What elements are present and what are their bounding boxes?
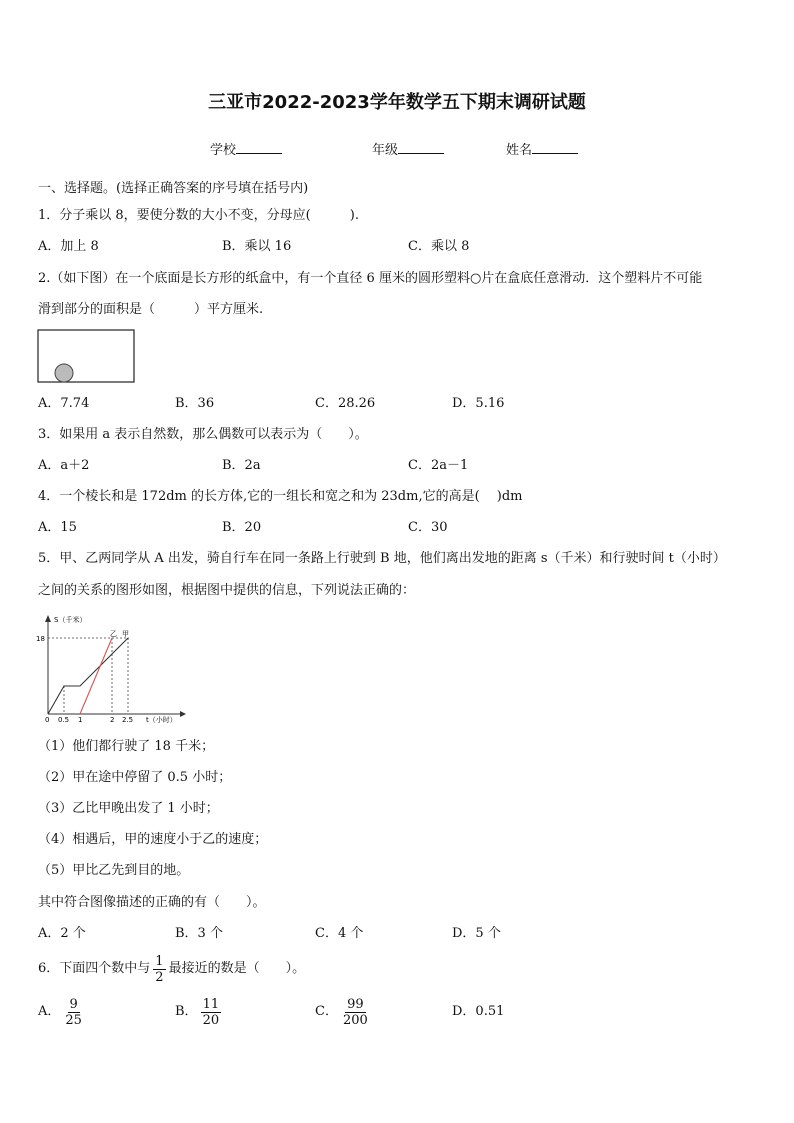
school-field (210, 141, 282, 160)
frac-numerator: 11 (202, 996, 220, 1012)
q6-option-a-label: A． (38, 1004, 61, 1019)
q6-half-fraction (153, 954, 165, 985)
x-tick-0: 0 (45, 716, 50, 724)
statement-2: （2）甲在途中停留了 0.5 小时； (38, 770, 232, 785)
frac-denominator: 20 (202, 1012, 220, 1028)
q3-option-b: B．2a (222, 458, 261, 473)
q6-prefix: 6．下面四个数中与 (38, 961, 151, 976)
q6-suffix: 最接近的数是（ ）。 (168, 961, 306, 976)
question-4: 4．一个棱长和是 172dm 的长方体,它的一组长和宽之和为 23dm,它的高是( )dm (38, 489, 523, 504)
q2-option-b: B．36 (175, 396, 215, 411)
name-label: 姓名 (506, 143, 533, 158)
yi-line (80, 638, 112, 714)
statement-5: （5）甲比乙先到目的地。 (38, 863, 190, 878)
statement-3: （3）乙比甲晚出发了 1 小时； (38, 801, 219, 816)
q6-option-b-fraction (201, 997, 222, 1028)
y-axis-arrow (45, 615, 51, 622)
box-diagram (36, 328, 138, 386)
q2-option-d: D．5.16 (452, 396, 505, 411)
q6-option-c (315, 995, 373, 1029)
q6-option-b-label: B． (175, 1004, 198, 1019)
jia-line (48, 638, 128, 714)
frac-numerator: 99 (347, 996, 364, 1012)
question-2-line1: 2.（如下图）在一个底面是长方形的纸盒中，有一个直径 6 厘米的圆形塑料○片在盒底任意滑动．这个塑料片不可能 (38, 271, 703, 286)
question-5-line1: 5．甲、乙两同学从 A 出发，骑自行车在同一条路上行驶到 B 地，他们离出发地的距离 s（千米）和行驶时间 t（小时） (38, 551, 726, 566)
x-tick-1: 1 (78, 716, 83, 724)
q5-option-a: A．2 个 (38, 926, 86, 941)
q6-option-b (175, 995, 224, 1029)
q1-option-b: B．乘以 16 (222, 239, 292, 254)
x-axis-arrow (180, 711, 186, 717)
name-field (506, 141, 578, 160)
yi-label: 乙 (110, 630, 117, 638)
q1-option-c: C．乘以 8 (408, 239, 470, 254)
section-heading: 一、选择题。(选择正确答案的序号填在括号内) (38, 181, 309, 196)
frac-denominator: 200 (342, 1012, 368, 1028)
grade-field (372, 141, 444, 160)
q6-option-c-label: C． (315, 1004, 338, 1019)
question-2-line2: 滑到部分的面积是（ ）平方厘米. (38, 302, 264, 317)
jia-label: 甲 (122, 630, 129, 638)
q5-option-b: B．3 个 (175, 926, 223, 941)
x-tick-05: 0.5 (58, 716, 70, 724)
distance-time-graph (30, 612, 190, 728)
q4-option-c: C．30 (408, 520, 448, 535)
box-rect (38, 330, 134, 382)
name-blank (532, 141, 578, 154)
q5-option-d: D．5 个 (452, 926, 501, 941)
frac-denominator: 2 (155, 969, 164, 985)
question-5-ask: 其中符合图像描述的正确的有（ ）。 (38, 895, 266, 910)
frac-numerator: 1 (155, 953, 164, 969)
page-title: 三亚市2022-2023学年数学五下期末调研试题 (208, 92, 586, 113)
plastic-disc (55, 364, 73, 382)
q6-option-d-label: D．0.51 (452, 1004, 505, 1019)
q1-option-a: A．加上 8 (38, 239, 99, 254)
question-1: 1．分子乘以 8，要使分数的大小不变，分母应( ). (38, 208, 359, 223)
question-3: 3．如果用 a 表示自然数，那么偶数可以表示为（ ）。 (38, 427, 368, 442)
q3-option-c: C．2a－1 (408, 458, 469, 473)
x-tick-25: 2.5 (122, 716, 134, 724)
q6-option-a-fraction (63, 997, 84, 1028)
q4-option-a: A．15 (38, 520, 77, 535)
q6-option-c-fraction (341, 997, 370, 1028)
question-5-line2: 之间的关系的图形如图，根据图中提供的信息，下列说法正确的： (38, 583, 416, 598)
q5-option-c: C．4 个 (315, 926, 364, 941)
q4-option-b: B．20 (222, 520, 262, 535)
frac-denominator: 25 (65, 1012, 82, 1028)
school-blank (236, 141, 282, 154)
q6-option-a (38, 995, 87, 1029)
question-6 (38, 952, 305, 986)
q2-option-a: A．7.74 (38, 396, 90, 411)
school-label: 学校 (210, 143, 237, 158)
statement-4: （4）相遇后，甲的速度小于乙的速度； (38, 832, 268, 847)
x-tick-2: 2 (110, 716, 115, 724)
frac-numerator: 9 (69, 996, 78, 1012)
q2-option-c: C．28.26 (315, 396, 376, 411)
x-axis-label: t（小时） (146, 716, 177, 724)
grade-label: 年级 (372, 143, 399, 158)
q6-option-d (452, 995, 504, 1029)
statement-1: （1）他们都行驶了 18 千米； (38, 739, 215, 754)
y-axis-label: S（千米） (54, 616, 87, 624)
grade-blank (398, 141, 444, 154)
y-tick-18: 18 (36, 635, 45, 643)
q3-option-a: A．a＋2 (38, 458, 90, 473)
